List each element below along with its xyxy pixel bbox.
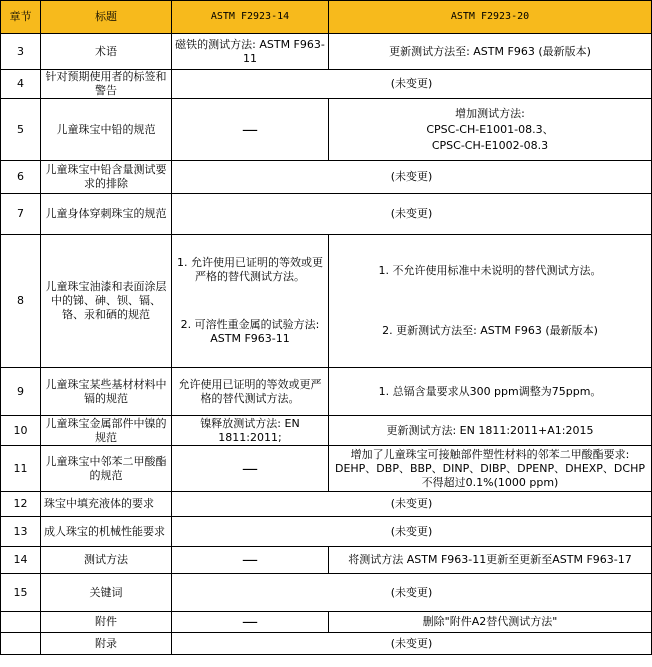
new-cell: 将测试方法 ASTM F963-11更新至更新至ASTM F963-17 (329, 547, 652, 574)
chapter-cell (1, 612, 41, 633)
title-cell: 附录 (41, 633, 172, 655)
title-cell: 儿童珠宝金属部件中镍的规范 (41, 416, 172, 446)
chapter-cell: 6 (1, 161, 41, 194)
old-cell: — (172, 99, 329, 161)
merged-cell: (未变更) (172, 194, 652, 235)
chapter-cell: 10 (1, 416, 41, 446)
table-header-row (1, 1, 652, 34)
title-cell: 儿童身体穿刺珠宝的规范 (41, 194, 172, 235)
table-row (1, 161, 652, 194)
title-cell: 儿童珠宝中邻苯二甲酸酯的规范 (41, 446, 172, 492)
header-title: 标题 (41, 1, 172, 34)
chapter-cell: 14 (1, 547, 41, 574)
chapter-cell: 12 (1, 492, 41, 517)
old-cell: 磁铁的测试方法: ASTM F963-11 (172, 34, 329, 70)
table-row (1, 574, 652, 612)
title-cell: 关键词 (41, 574, 172, 612)
chapter-cell (1, 633, 41, 655)
table-row (1, 517, 652, 547)
header-old-standard: ASTM F2923-14 (172, 1, 329, 34)
title-cell: 儿童珠宝中铅的规范 (41, 99, 172, 161)
table-row (1, 34, 652, 70)
table-row (1, 70, 652, 99)
merged-cell: (未变更) (172, 161, 652, 194)
chapter-cell: 11 (1, 446, 41, 492)
table-row (1, 194, 652, 235)
table-row (1, 633, 652, 655)
old-cell: — (172, 547, 329, 574)
old-cell: 允许使用已证明的等效或更严格的替代测试方法。 (172, 368, 329, 416)
old-cell-line: 2. 可溶性重金属的试验方法: ASTM F963-11 (180, 318, 320, 345)
old-cell: 镍释放测试方法: EN 1811:2011; (172, 416, 329, 446)
table-row (1, 235, 652, 368)
title-cell: 附件 (41, 612, 172, 633)
old-cell (172, 235, 329, 368)
chapter-cell: 8 (1, 235, 41, 368)
title-cell: 成人珠宝的机械性能要求 (41, 517, 172, 547)
table-row (1, 368, 652, 416)
title-cell: 测试方法 (41, 547, 172, 574)
chapter-cell: 7 (1, 194, 41, 235)
chapter-cell: 15 (1, 574, 41, 612)
new-cell (329, 99, 652, 161)
table-row (1, 99, 652, 161)
merged-cell: (未变更) (172, 517, 652, 547)
table-row (1, 547, 652, 574)
merged-cell: (未变更) (172, 574, 652, 612)
new-cell-line: 增加测试方法: (455, 106, 525, 120)
chapter-cell: 4 (1, 70, 41, 99)
new-cell-line: 1. 不允许使用标准中未说明的替代测试方法。 (378, 264, 602, 277)
table-row (1, 446, 652, 492)
header-chapter: 章节 (1, 1, 41, 34)
new-cell-line: CPSC-CH-E1002-08.3 (431, 138, 549, 152)
new-cell (329, 235, 652, 368)
new-cell-line: CPSC-CH-E1001-08.3、 (426, 122, 554, 136)
merged-cell: (未变更) (172, 633, 652, 655)
title-cell: 儿童珠宝中铅含量测试要求的排除 (41, 161, 172, 194)
chapter-cell: 13 (1, 517, 41, 547)
title-cell: 针对预期使用者的标签和警告 (41, 70, 172, 99)
header-new-standard: ASTM F2923-20 (329, 1, 652, 34)
table-row (1, 492, 652, 517)
title-cell: 术语 (41, 34, 172, 70)
merged-cell: (未变更) (172, 492, 652, 517)
table-row (1, 612, 652, 633)
old-cell-line: 1. 允许使用已证明的等效或更严格的替代测试方法。 (177, 256, 323, 283)
chapter-cell: 5 (1, 99, 41, 161)
new-cell: 增加了儿童珠宝可接触部件塑性材料的邻苯二甲酸酯要求: DEHP、DBP、BBP、DINP、DIBP、DPENP、DHEXP、DCHP不得超过0.1%(1000 ppm) (329, 446, 652, 492)
new-cell-line: 2. 更新测试方法至: ASTM F963 (最新版本) (382, 324, 598, 337)
new-cell: 更新测试方法至: ASTM F963 (最新版本) (329, 34, 652, 70)
new-cell: 更新测试方法: EN 1811:2011+A1:2015 (329, 416, 652, 446)
title-cell: 珠宝中填充液体的要求 (41, 492, 172, 517)
merged-cell: (未变更) (172, 70, 652, 99)
old-cell: — (172, 612, 329, 633)
new-cell: 删除"附件A2替代测试方法" (329, 612, 652, 633)
old-cell: — (172, 446, 329, 492)
table-row (1, 416, 652, 446)
chapter-cell: 9 (1, 368, 41, 416)
chapter-cell: 3 (1, 34, 41, 70)
title-cell: 儿童珠宝某些基材材料中镉的规范 (41, 368, 172, 416)
title-cell: 儿童珠宝油漆和表面涂层中的锑、砷、钡、镉、铬、汞和硒的规范 (41, 235, 172, 368)
new-cell: 1. 总镉含量要求从300 ppm调整为75ppm。 (329, 368, 652, 416)
